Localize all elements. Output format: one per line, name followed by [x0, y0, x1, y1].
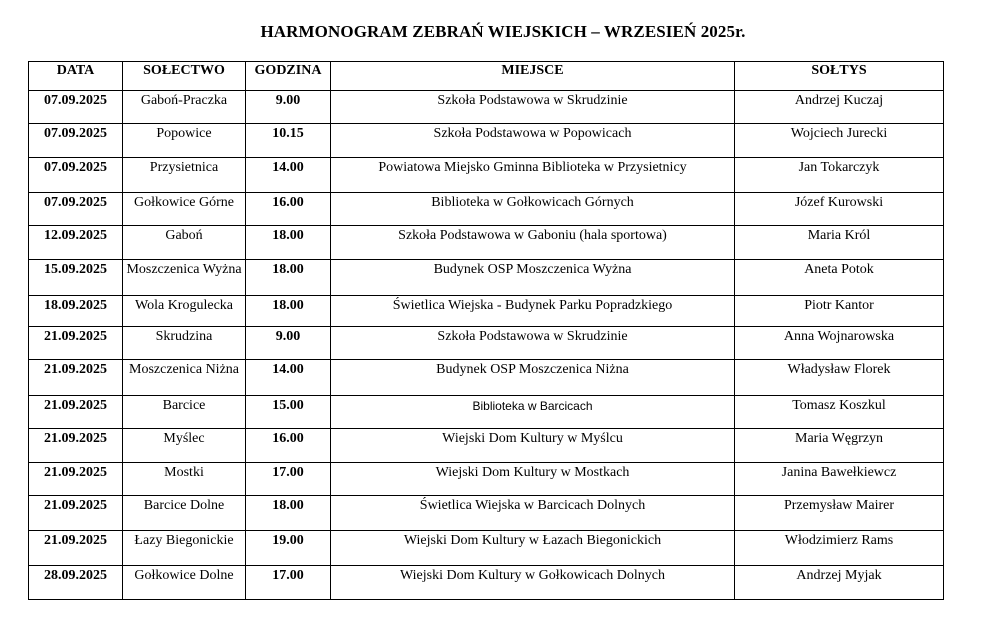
cell-place: Biblioteka w Gołkowicach Górnych — [331, 193, 735, 226]
cell-place: Świetlica Wiejska - Budynek Parku Popradzkiego — [331, 296, 735, 327]
cell-place: Powiatowa Miejsko Gminna Biblioteka w Przysietnicy — [331, 158, 735, 193]
cell-village: Gołkowice Dolne — [123, 566, 246, 600]
cell-date: 15.09.2025 — [29, 260, 123, 296]
cell-head: Maria Węgrzyn — [735, 429, 944, 463]
cell-village: Gaboń — [123, 226, 246, 260]
cell-date: 18.09.2025 — [29, 296, 123, 327]
cell-date: 21.09.2025 — [29, 327, 123, 360]
cell-time: 17.00 — [246, 566, 331, 600]
cell-place: Biblioteka w Barcicach — [331, 396, 735, 429]
page-title: HARMONOGRAM ZEBRAŃ WIEJSKICH – WRZESIEŃ 2025r. — [260, 22, 746, 41]
cell-place: Budynek OSP Moszczenica Wyżna — [331, 260, 735, 296]
cell-place: Szkoła Podstawowa w Skrudzinie — [331, 91, 735, 124]
table-row — [29, 296, 944, 327]
column-header-place: MIEJSCE — [331, 62, 735, 91]
table-row — [29, 566, 944, 600]
cell-village: Myślec — [123, 429, 246, 463]
cell-date: 21.09.2025 — [29, 531, 123, 566]
cell-village: Łazy Biegonickie — [123, 531, 246, 566]
cell-date: 07.09.2025 — [29, 158, 123, 193]
cell-head: Janina Bawełkiewcz — [735, 463, 944, 496]
cell-village: Barcice — [123, 396, 246, 429]
cell-head: Anna Wojnarowska — [735, 327, 944, 360]
column-header-village: SOŁECTWO — [123, 62, 246, 91]
cell-place: Szkoła Podstawowa w Popowicach — [331, 124, 735, 158]
cell-time: 15.00 — [246, 396, 331, 429]
table-row — [29, 91, 944, 124]
table-row — [29, 226, 944, 260]
cell-date: 07.09.2025 — [29, 193, 123, 226]
cell-date: 21.09.2025 — [29, 360, 123, 396]
cell-head: Józef Kurowski — [735, 193, 944, 226]
cell-head: Włodzimierz Rams — [735, 531, 944, 566]
cell-head: Maria Król — [735, 226, 944, 260]
cell-village: Moszczenica Wyżna — [123, 260, 246, 296]
cell-village: Wola Kroguleckа — [123, 296, 246, 327]
cell-date: 12.09.2025 — [29, 226, 123, 260]
cell-date: 21.09.2025 — [29, 463, 123, 496]
cell-place: Świetlica Wiejska w Barcicach Dolnych — [331, 496, 735, 531]
cell-time: 9.00 — [246, 91, 331, 124]
table-row — [29, 396, 944, 429]
cell-date: 21.09.2025 — [29, 496, 123, 531]
cell-head: Tomasz Koszkul — [735, 396, 944, 429]
cell-date: 21.09.2025 — [29, 429, 123, 463]
cell-village: Popowice — [123, 124, 246, 158]
cell-time: 14.00 — [246, 360, 331, 396]
table-row — [29, 463, 944, 496]
cell-village: Skrudzina — [123, 327, 246, 360]
cell-head: Andrzej Kuczaj — [735, 91, 944, 124]
cell-place: Szkoła Podstawowa w Skrudzinie — [331, 327, 735, 360]
cell-date: 07.09.2025 — [29, 124, 123, 158]
column-header-date: DATA — [29, 62, 123, 91]
table-row — [29, 158, 944, 193]
column-header-time: GODZINA — [246, 62, 331, 91]
cell-time: 18.00 — [246, 296, 331, 327]
cell-time: 10.15 — [246, 124, 331, 158]
cell-time: 16.00 — [246, 193, 331, 226]
cell-village: Gołkowice Górne — [123, 193, 246, 226]
cell-village: Przysietnica — [123, 158, 246, 193]
cell-head: Przemysław Mairer — [735, 496, 944, 531]
cell-time: 16.00 — [246, 429, 331, 463]
cell-head: Piotr Kantor — [735, 296, 944, 327]
table-row — [29, 496, 944, 531]
cell-place: Szkoła Podstawowa w Gaboniu (hala sportowa) — [331, 226, 735, 260]
table-row — [29, 193, 944, 226]
cell-head: Aneta Potok — [735, 260, 944, 296]
table-row — [29, 124, 944, 158]
table-header-row — [29, 62, 944, 91]
cell-head: Andrzej Myjak — [735, 566, 944, 600]
cell-place: Budynek OSP Moszczenica Niżna — [331, 360, 735, 396]
table-row — [29, 260, 944, 296]
cell-time: 9.00 — [246, 327, 331, 360]
cell-place: Wiejski Dom Kultury w Myślcu — [331, 429, 735, 463]
cell-head: Jan Tokarczyk — [735, 158, 944, 193]
cell-village: Mostki — [123, 463, 246, 496]
cell-time: 17.00 — [246, 463, 331, 496]
cell-date: 21.09.2025 — [29, 396, 123, 429]
table-row — [29, 531, 944, 566]
column-header-head: SOŁTYS — [735, 62, 944, 91]
cell-time: 19.00 — [246, 531, 331, 566]
table-row — [29, 360, 944, 396]
cell-time: 18.00 — [246, 260, 331, 296]
table-row — [29, 327, 944, 360]
cell-head: Władysław Florek — [735, 360, 944, 396]
cell-date: 07.09.2025 — [29, 91, 123, 124]
table-row — [29, 429, 944, 463]
cell-village: Gaboń-Praczka — [123, 91, 246, 124]
cell-village: Moszczenica Niżna — [123, 360, 246, 396]
cell-village: Barcice Dolne — [123, 496, 246, 531]
cell-time: 18.00 — [246, 496, 331, 531]
cell-head: Wojciech Jurecki — [735, 124, 944, 158]
schedule-table — [28, 61, 944, 600]
cell-place: Wiejski Dom Kultury w Łazach Biegonickich — [331, 531, 735, 566]
cell-time: 18.00 — [246, 226, 331, 260]
cell-place: Wiejski Dom Kultury w Mostkach — [331, 463, 735, 496]
cell-date: 28.09.2025 — [29, 566, 123, 600]
cell-place: Wiejski Dom Kultury w Gołkowicach Dolnych — [331, 566, 735, 600]
cell-time: 14.00 — [246, 158, 331, 193]
